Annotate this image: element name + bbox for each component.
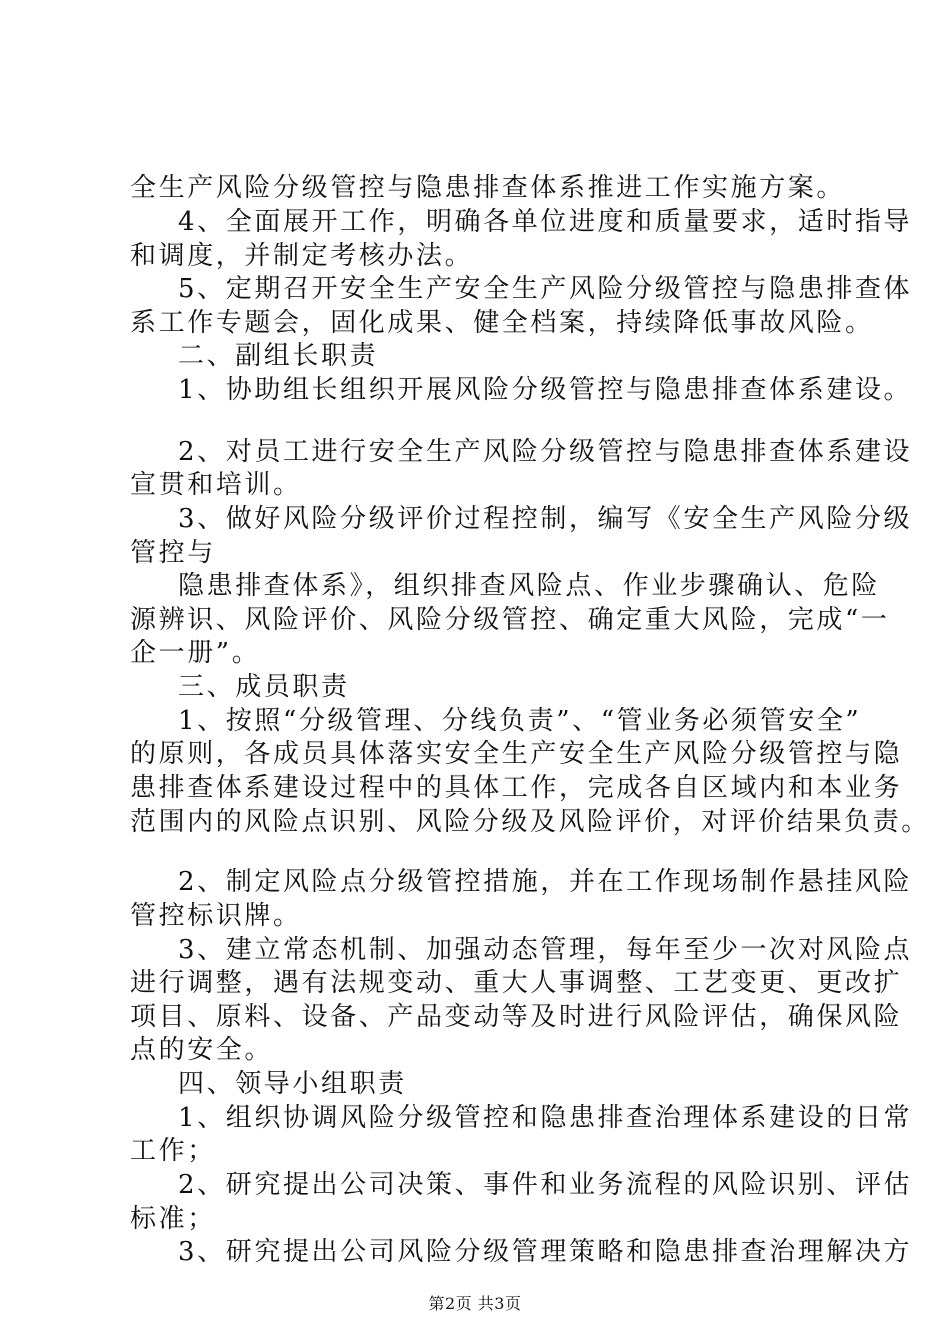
text-line: 3、研究提出公司风险分级管理策略和隐患排查治理解决方 [178, 1237, 913, 1267]
text-line: 2、研究提出公司决策、事件和业务流程的风险识别、评估 [178, 1170, 913, 1200]
text-line: 2、对员工进行安全生产风险分级管控与隐患排查体系建设 [178, 437, 913, 467]
text-line: 患排查体系建设过程中的具体工作，完成各自区域内和本业务 [130, 773, 903, 803]
text-line: 项目、原料、设备、产品变动等及时进行风险评估，确保风险 [130, 1002, 903, 1032]
text-line: 1、按照“分级管理、分线负责”、“管业务必须管安全” [178, 706, 862, 736]
text-line: 源辨识、风险评价、风险分级管控、确定重大风险，完成“一 [130, 605, 890, 635]
section-heading: 四、领导小组职责 [178, 1069, 407, 1099]
text-line: 全生产风险分级管控与隐患排查体系推进工作实施方案。 [130, 173, 846, 203]
text-line: 5、定期召开安全生产安全生产风险分级管控与隐患排查体 [178, 274, 913, 304]
section-heading: 三、成员职责 [178, 672, 350, 702]
text-line: 4、全面展开工作，明确各单位进度和质量要求，适时指导 [178, 207, 913, 237]
text-line: 范围内的风险点识别、风险分级及风险评价，对评价结果负责。 [130, 807, 930, 837]
text-line: 工作； [130, 1136, 216, 1166]
text-line: 和调度，并制定考核办法。 [130, 241, 474, 271]
text-line: 2、制定风险点分级管控措施，并在工作现场制作悬挂风险 [178, 867, 913, 897]
text-line: 管控标识牌。 [130, 901, 302, 931]
text-line: 3、做好风险分级评价过程控制，编写《安全生产风险分级 [178, 504, 913, 534]
section-heading: 二、副组长职责 [178, 341, 379, 371]
text-line: 企一册”。 [130, 638, 261, 668]
text-line: 进行调整，遇有法规变动、重大人事调整、工艺变更、更改扩 [130, 968, 903, 998]
text-line: 3、建立常态机制、加强动态管理，每年至少一次对风险点 [178, 935, 913, 965]
text-line: 系工作专题会，固化成果、健全档案，持续降低事故风险。 [130, 308, 874, 338]
text-line: 管控与 [130, 538, 216, 568]
text-line: 的原则，各成员具体落实安全生产安全生产风险分级管控与隐 [130, 739, 903, 769]
text-line: 点的安全。 [130, 1035, 274, 1065]
text-line: 宣贯和培训。 [130, 470, 302, 500]
page-footer: 第2页 共3页 [428, 1294, 522, 1313]
text-line: 1、组织协调风险分级管控和隐患排查治理体系建设的日常 [178, 1103, 913, 1133]
text-line: 标准； [130, 1204, 216, 1234]
text-line: 1、协助组长组织开展风险分级管控与隐患排查体系建设。 [178, 375, 913, 405]
text-line: 隐患排查体系》，组织排查风险点、作业步骤确认、危险 [178, 571, 881, 601]
